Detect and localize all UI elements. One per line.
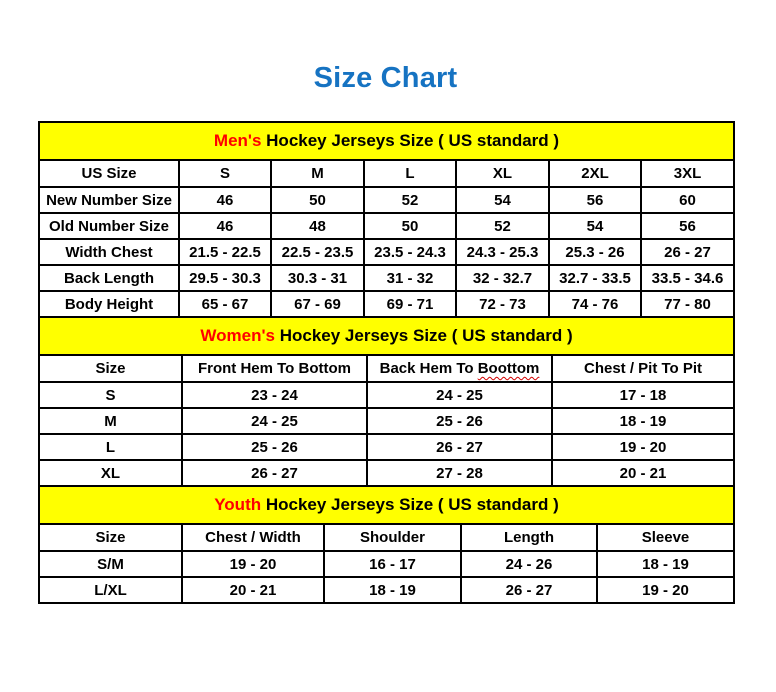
table-cell: 19 - 20 <box>552 434 734 460</box>
table-cell: 46 <box>179 187 271 213</box>
table-cell: 32 - 32.7 <box>456 265 549 291</box>
table-cell: 24.3 - 25.3 <box>456 239 549 265</box>
table-cell: 19 - 20 <box>182 551 324 577</box>
table-cell: 18 - 19 <box>324 577 461 603</box>
womens-size-table <box>38 316 735 487</box>
youth-col-length: Length <box>461 524 597 551</box>
youth-caption-text: Hockey Jerseys Size ( US standard ) <box>265 495 559 514</box>
table-cell: 56 <box>549 187 641 213</box>
table-cell: 26 - 27 <box>641 239 734 265</box>
womens-caption-highlight: Women's <box>200 326 275 345</box>
table-cell: 23 - 24 <box>182 382 367 408</box>
youth-header-row <box>39 524 734 551</box>
table-cell: 25 - 26 <box>367 408 552 434</box>
mens-col-l: L <box>364 160 456 187</box>
table-cell: 18 - 19 <box>552 408 734 434</box>
table-cell: 56 <box>641 213 734 239</box>
table-cell: 69 - 71 <box>364 291 456 317</box>
mens-col-m: M <box>271 160 364 187</box>
youth-row-sm <box>39 551 734 577</box>
youth-col-shoulder: Shoulder <box>324 524 461 551</box>
mens-row-width-chest <box>39 239 734 265</box>
page-title: Size Chart <box>313 62 458 94</box>
table-cell: 20 - 21 <box>552 460 734 486</box>
youth-size-table <box>38 485 735 604</box>
table-cell: 72 - 73 <box>456 291 549 317</box>
row-label: Body Height <box>39 291 179 317</box>
table-cell: 50 <box>364 213 456 239</box>
table-cell: 52 <box>364 187 456 213</box>
size-chart-tables <box>38 121 733 604</box>
back-hem-prefix: Back Hem To <box>379 360 474 377</box>
womens-col-size: Size <box>39 355 182 382</box>
table-cell: 29.5 - 30.3 <box>179 265 271 291</box>
table-cell: 17 - 18 <box>552 382 734 408</box>
youth-caption-row <box>39 486 734 524</box>
womens-row-m <box>39 408 734 434</box>
table-cell: 18 - 19 <box>597 551 734 577</box>
table-cell: 54 <box>549 213 641 239</box>
youth-caption-highlight: Youth <box>214 495 262 514</box>
youth-caption <box>39 486 734 524</box>
youth-row-lxl <box>39 577 734 603</box>
row-label: Old Number Size <box>39 213 179 239</box>
row-label: L <box>39 434 182 460</box>
table-cell: 46 <box>179 213 271 239</box>
womens-col-front-hem: Front Hem To Bottom <box>182 355 367 382</box>
table-cell: 31 - 32 <box>364 265 456 291</box>
womens-row-xl <box>39 460 734 486</box>
table-cell: 24 - 25 <box>367 382 552 408</box>
mens-row-back-length <box>39 265 734 291</box>
mens-row-old-number-size <box>39 213 734 239</box>
table-cell: 74 - 76 <box>549 291 641 317</box>
table-cell: 30.3 - 31 <box>271 265 364 291</box>
mens-col-xl: XL <box>456 160 549 187</box>
womens-col-back-hem <box>367 355 552 382</box>
table-cell: 25 - 26 <box>182 434 367 460</box>
row-label: M <box>39 408 182 434</box>
mens-col-2xl: 2XL <box>549 160 641 187</box>
table-cell: 77 - 80 <box>641 291 734 317</box>
table-cell: 33.5 - 34.6 <box>641 265 734 291</box>
table-cell: 26 - 27 <box>182 460 367 486</box>
mens-col-3xl: 3XL <box>641 160 734 187</box>
table-cell: 21.5 - 22.5 <box>179 239 271 265</box>
table-cell: 48 <box>271 213 364 239</box>
table-cell: 26 - 27 <box>461 577 597 603</box>
womens-caption-row <box>39 317 734 355</box>
youth-col-size: Size <box>39 524 182 551</box>
mens-caption <box>39 122 734 160</box>
table-cell: 25.3 - 26 <box>549 239 641 265</box>
row-label: S/M <box>39 551 182 577</box>
womens-caption <box>39 317 734 355</box>
row-label: L/XL <box>39 577 182 603</box>
table-cell: 20 - 21 <box>182 577 324 603</box>
table-cell: 52 <box>456 213 549 239</box>
mens-caption-highlight: Men's <box>213 131 262 150</box>
womens-caption-text: Hockey Jerseys Size ( US standard ) <box>279 326 573 345</box>
womens-row-s <box>39 382 734 408</box>
table-cell: 50 <box>271 187 364 213</box>
mens-header-row <box>39 160 734 187</box>
table-cell: 54 <box>456 187 549 213</box>
table-cell: 22.5 - 23.5 <box>271 239 364 265</box>
row-label: S <box>39 382 182 408</box>
table-cell: 26 - 27 <box>367 434 552 460</box>
table-cell: 60 <box>641 187 734 213</box>
table-cell: 27 - 28 <box>367 460 552 486</box>
mens-col-s: S <box>179 160 271 187</box>
mens-caption-row <box>39 122 734 160</box>
misspelled-word: Boottom <box>477 360 540 377</box>
table-cell: 32.7 - 33.5 <box>549 265 641 291</box>
table-cell: 24 - 26 <box>461 551 597 577</box>
mens-size-table <box>38 121 735 318</box>
womens-col-chest: Chest / Pit To Pit <box>552 355 734 382</box>
mens-row-new-number-size <box>39 187 734 213</box>
row-label: XL <box>39 460 182 486</box>
mens-row-body-height <box>39 291 734 317</box>
womens-row-l <box>39 434 734 460</box>
table-cell: 19 - 20 <box>597 577 734 603</box>
table-cell: 67 - 69 <box>271 291 364 317</box>
womens-header-row <box>39 355 734 382</box>
row-label: Back Length <box>39 265 179 291</box>
row-label: Width Chest <box>39 239 179 265</box>
mens-col-us-size: US Size <box>39 160 179 187</box>
youth-col-sleeve: Sleeve <box>597 524 734 551</box>
table-cell: 23.5 - 24.3 <box>364 239 456 265</box>
mens-caption-text: Hockey Jerseys Size ( US standard ) <box>266 131 560 150</box>
youth-col-chest-width: Chest / Width <box>182 524 324 551</box>
table-cell: 65 - 67 <box>179 291 271 317</box>
table-cell: 24 - 25 <box>182 408 367 434</box>
row-label: New Number Size <box>39 187 179 213</box>
table-cell: 16 - 17 <box>324 551 461 577</box>
